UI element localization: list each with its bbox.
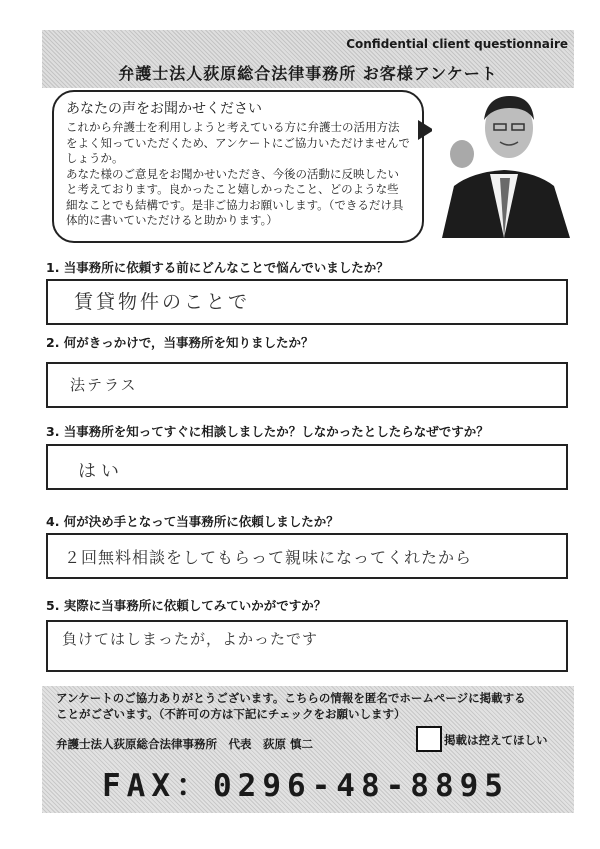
answer-5-text: 負けてはしまったが，よかったです	[62, 630, 319, 648]
lawyer-photo	[432, 90, 577, 238]
intro-heading: あなたの声をお聞かせください	[66, 101, 262, 117]
confidential-label: Confidential client questionnaire	[346, 37, 568, 51]
firm-representative: 弁護士法人荻原総合法律事務所 代表 荻原 慎二	[56, 737, 314, 751]
thanks-line-1: アンケートのご協力ありがとうございます。こちらの情報を匿名でホームページに掲載する	[56, 691, 526, 705]
fax-number: FAX：0296-48-8895	[102, 768, 509, 804]
question-1: 1. 当事務所に依頼する前にどんなことで悩んでいましたか？	[46, 260, 389, 275]
form-title: 弁護士法人荻原総合法律事務所 お客様アンケート	[118, 64, 498, 83]
answer-box-5	[46, 620, 568, 672]
footer-band	[42, 686, 574, 813]
thanks-text	[56, 690, 526, 722]
answer-box-1	[46, 279, 568, 325]
intro-speech-bubble	[52, 90, 424, 243]
intro-paragraph-1: これから弁護士を利用しようと考えている方に弁護士の活用方法をよく知っていただくため、アンケートにご協力いただけませんでしょうか。	[66, 120, 410, 165]
answer-1-text: 賃貸物件のことで	[74, 291, 251, 313]
answer-box-3	[46, 444, 568, 490]
answer-box-4	[46, 533, 568, 579]
thanks-line-2: ことがございます。（不許可の方は下記にチェックをお願いします）	[56, 707, 406, 721]
no-publish-label: 掲載は控えてほしい	[444, 733, 548, 747]
no-publish-checkbox[interactable]	[416, 726, 442, 752]
question-4: 4. 何が決め手となって当事務所に依頼しましたか？	[46, 514, 339, 529]
question-5: 5. 実際に当事務所に依頼してみていかがですか？	[46, 598, 327, 613]
answer-3-text: はい	[78, 461, 124, 482]
answer-box-2	[46, 362, 568, 408]
intro-paragraph-2: あなた様のご意見をお聞かせいただき、今後の活動に反映したいと考えております。良かったこと嬉しかったこと、どのような些細なことでも結構です。是非ご協力お願いします。（できるだけ具体的に書いていただけると助かります。）	[66, 166, 404, 227]
header-band	[42, 30, 574, 88]
question-3: 3. 当事務所を知ってすぐに相談しましたか？しなかったとしたらなぜですか？	[46, 424, 489, 439]
answer-4-text: ２回無料相談をしてもらって親味になってくれたから	[64, 548, 473, 567]
answer-2-text: 法テラス	[70, 376, 138, 394]
question-2: 2. 何がきっかけで，当事務所を知りましたか？	[46, 335, 314, 350]
